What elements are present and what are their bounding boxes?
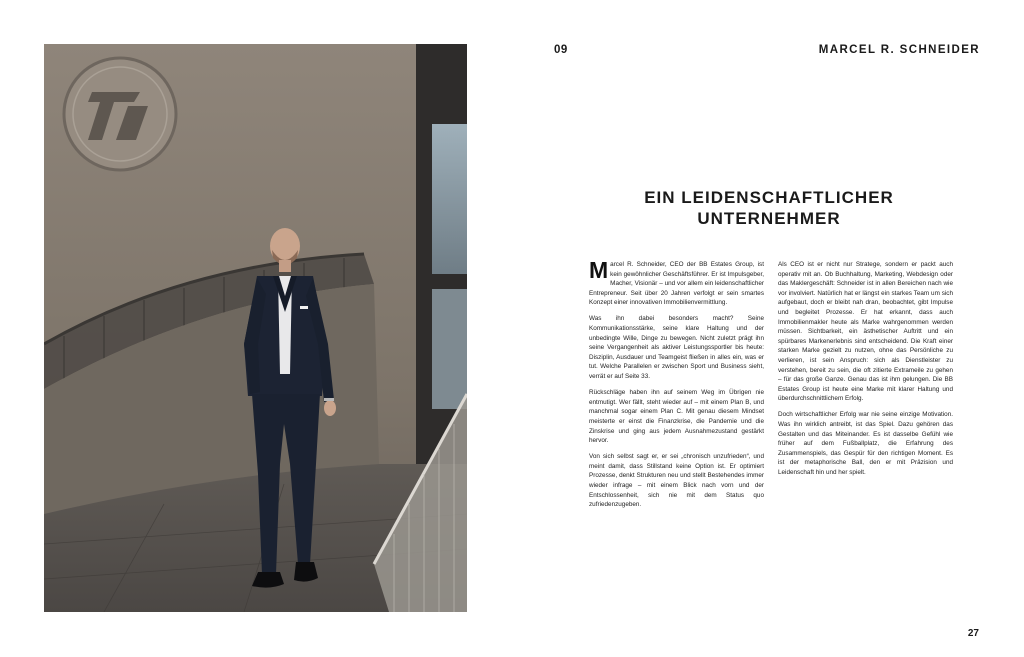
headline-line-2: UNTERNEHMER [697, 209, 841, 228]
photo-illustration [44, 44, 467, 612]
headline-line-1: EIN LEIDENSCHAFTLICHER [644, 188, 894, 207]
paragraph-2: Was ihn dabei besonders macht? Seine Kommunikationsstärke, seine klare Haltung und der unbedingte Wille, Dinge zu bewegen. Nicht zuletzt prägt ihn seine Vergangenheit als aktiver Leistungssportler bis heute: Disziplin, Ausdauer und Teamgeist fließen in alles ein, was er tut. Welche Parallelen er zwischen Sport und Business sieht, verrät er auf Seite 33. [589, 315, 764, 381]
drop-cap: M [589, 257, 609, 283]
wall-emblem [64, 58, 176, 170]
text-column-right [778, 260, 953, 484]
portrait-photo [44, 44, 467, 612]
page-number-bottom: 27 [967, 628, 979, 639]
paragraph-6: Doch wirtschaftlicher Erfolg war nie seine einzige Motivation. Was ihn wirklich antreibt, ist das Spiel. Dazu gehören das Gestalten und das Miteinander. Es ist dasselbe Gefühl wie früher auf dem Fußballplatz, die Erfahrung des Zusammenspiels, das Gespür für den richtigen Moment. Es ist der metaphorische Ball, den er mit Präzision und Leidenschaft hin und her spielt. [778, 411, 953, 476]
page-number-top: 09 [554, 44, 568, 56]
paragraph-1 [589, 257, 764, 308]
paragraph-1-text: arcel R. Schneider, CEO der BB Estates Group, ist kein gewöhnlicher Geschäftsführer. Er ist Impulsgeber, Macher, Visionär – und vor allem ein leidenschaftlicher Entrepreneur. Seit über 20 Jahren verfolgt er sein smartes Konzept einer innovativen Immobilienvermittlung. [589, 261, 764, 307]
article-headline [554, 187, 984, 229]
text-column-left [589, 257, 764, 516]
running-head: MARCEL R. SCHNEIDER [818, 44, 980, 56]
paragraph-5: Als CEO ist er nicht nur Stratege, sondern er packt auch operativ mit an. Ob Buchhaltung, Marketing, Webdesign oder das Maklergeschäft: Schneider ist in allen Bereichen nach wie vor involviert. Natürlich hat er längst ein starkes Team um sich aufgebaut, doch er bleibt nah dran, beobachtet, gibt Impulse und begleitet Prozesse. Er hat erkannt, dass auch Immobilienmakler heute als Marke wahrgenommen werden müssen. Sichtbarkeit, ein ästhetischer Auftritt und ein spürbares Markenerlebnis sind entscheidend. Die Kraft einer starken Marke gezielt zu nutzen, ohne das Persönliche zu verlieren, ist sein Anspruch: sich als Dienstleister zu verstehen, bereit zu sein, die oft zitierte Extrameile zu gehen – für das große Ganze. Genau das ist ihm gelungen. Die BB Estates Group ist heute eine Marke mit klarer Haltung und überdurchschnittlichem Erfolg. [778, 261, 953, 403]
paragraph-4: Von sich selbst sagt er, er sei „chronisch unzufrieden“, und meint damit, dass Stillstand keine Option ist. Er optimiert Prozesse, denkt Strukturen neu und stellt Bestehendes immer wieder infrage – mit einem Blick nach vorn und der Entschlossenheit, sich nie mit dem Status quo zufriedenzugeben. [589, 453, 764, 509]
paragraph-3: Rückschläge haben ihn auf seinem Weg im Übrigen nie entmutigt. Wer fällt, steht wieder auf – mit einem Plan B, und manchmal sogar einem Plan C. Mit genau diesem Mindset meisterte er einst die Finanzkrise, die Pandemie und die Zinskrise und ging aus jedem Ausnahmezustand gestärkt hervor. [589, 389, 764, 445]
